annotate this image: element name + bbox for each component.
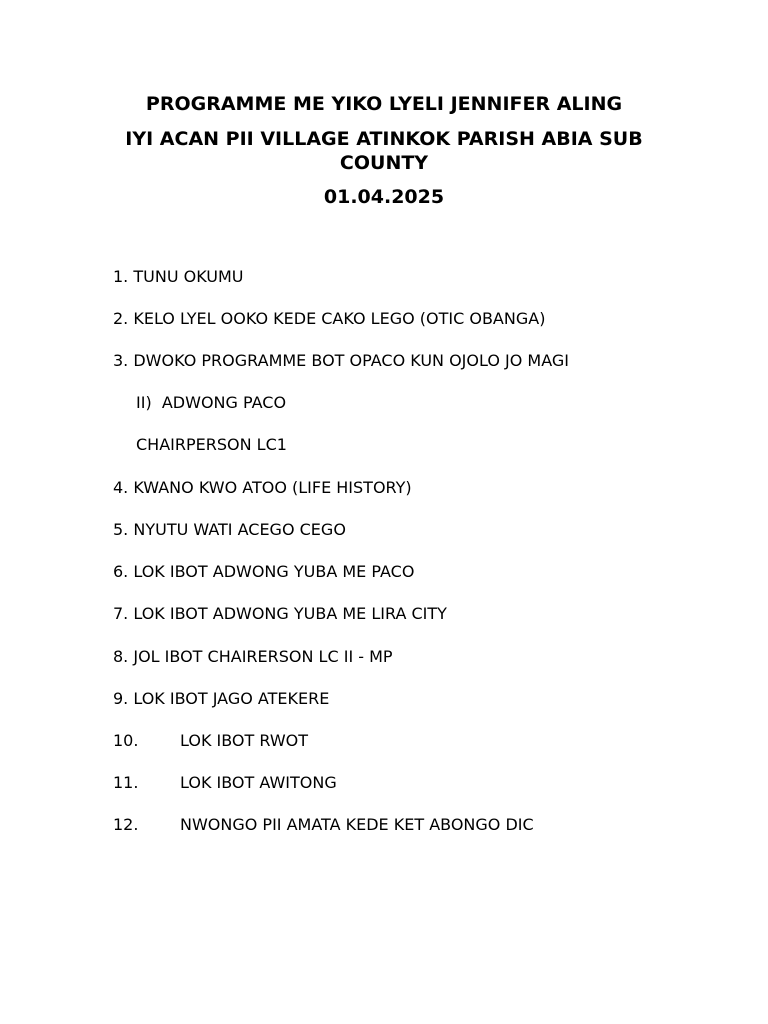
item-number: 7. <box>113 604 129 623</box>
item-number: 11. <box>113 773 139 792</box>
list-item <box>113 562 414 582</box>
list-item <box>113 478 412 498</box>
list-item <box>113 647 393 667</box>
item-text: LOK IBOT AWITONG <box>180 773 337 792</box>
item-text: LOK IBOT ADWONG YUBA ME PACO <box>133 562 415 581</box>
list-item <box>113 309 545 329</box>
item-text: NYUTU WATI ACEGO CEGO <box>133 520 346 539</box>
list-item <box>113 773 337 793</box>
item-text: II) ADWONG PACO <box>136 393 287 412</box>
item-text: TUNU OKUMU <box>133 267 244 286</box>
item-text: LOK IBOT JAGO ATEKERE <box>133 689 330 708</box>
item-number: 1. <box>113 267 129 286</box>
list-item <box>113 351 569 371</box>
item-text: KWANO KWO ATOO (LIFE HISTORY) <box>133 478 412 497</box>
item-number: 9. <box>113 689 129 708</box>
list-item <box>113 815 534 835</box>
item-number: 10. <box>113 731 139 750</box>
list-item <box>113 731 308 751</box>
item-number: 3. <box>113 351 129 370</box>
item-text: NWONGO PII AMATA KEDE KET ABONGO DIC <box>180 815 534 834</box>
item-text: LOK IBOT RWOT <box>180 731 309 750</box>
item-number: 2. <box>113 309 129 328</box>
list-item <box>113 604 447 624</box>
item-text: CHAIRPERSON LC1 <box>136 435 287 454</box>
list-item <box>113 520 346 540</box>
item-number: 4. <box>113 478 129 497</box>
item-number: 6. <box>113 562 129 581</box>
list-subitem <box>136 393 286 413</box>
programme-date: 01.04.2025 <box>323 186 445 208</box>
programme-title: PROGRAMME ME YIKO LYELI JENNIFER ALING <box>145 93 623 115</box>
programme-location: IYI ACAN PII VILLAGE ATINKOK PARISH ABIA SUB COUNTY <box>125 128 643 174</box>
item-number: 5. <box>113 520 129 539</box>
item-text: JOL IBOT CHAIRERSON LC II - MP <box>133 647 393 666</box>
list-item <box>113 267 244 287</box>
item-number: 12. <box>113 815 139 834</box>
item-text: LOK IBOT ADWONG YUBA ME LIRA CITY <box>133 604 447 623</box>
item-number: 8. <box>113 647 129 666</box>
list-subitem <box>136 435 287 455</box>
item-text: KELO LYEL OOKO KEDE CAKO LEGO (OTIC OBANGA) <box>133 309 546 328</box>
item-text: DWOKO PROGRAMME BOT OPACO KUN OJOLO JO MAGI <box>133 351 569 370</box>
list-item <box>113 689 329 709</box>
